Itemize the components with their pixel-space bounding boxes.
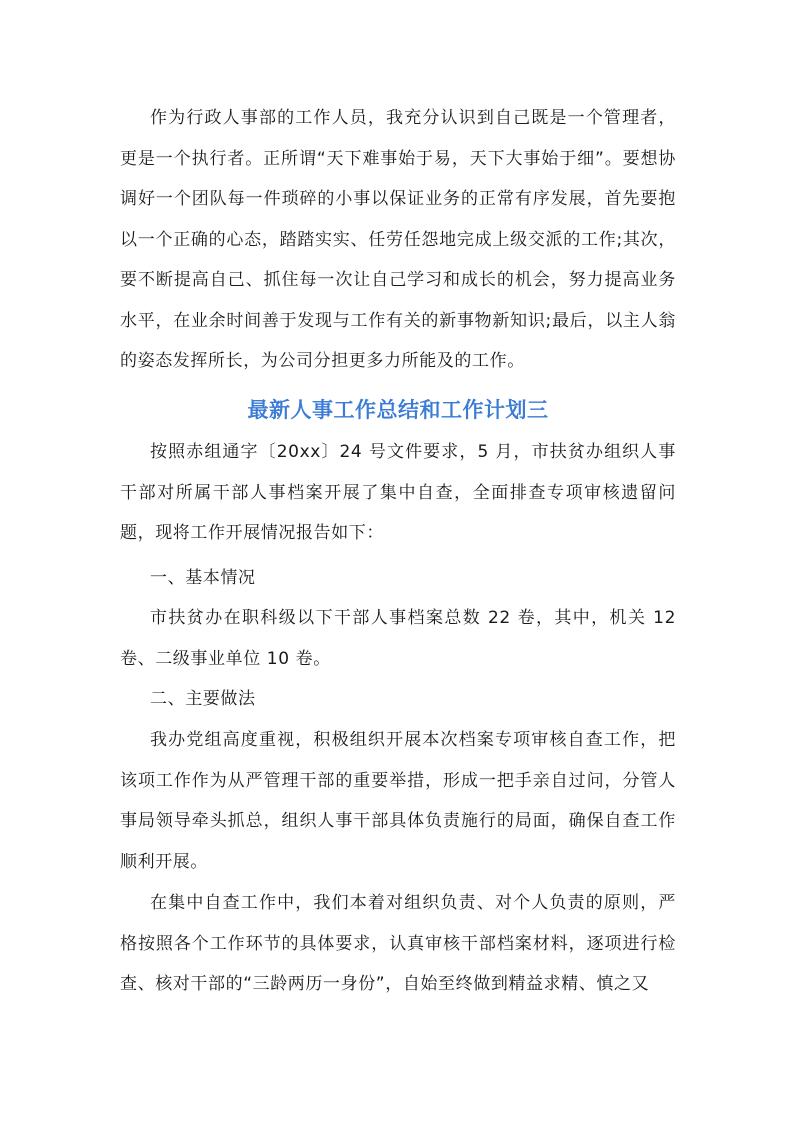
subsection-title-main-methods: 二、主要做法 [150, 689, 256, 709]
subsection-title-basic-info: 一、基本情况 [150, 568, 256, 588]
section-heading: 最新人事工作总结和工作计划三 [247, 398, 549, 422]
body-paragraph: 在集中自查工作中，我们本着对组织负责、对个人负责的原则，严格按照各个工作环节的具体要求，认真审核干部档案材料，逐项进行检查、核对干部的“三龄两历一身份”，自始至终做到精益求精、慎之又 [120, 893, 676, 994]
body-paragraph: 按照赤组通字〔20xx〕24 号文件要求，5 月，市扶贫办组织人事干部对所属干部人事档案开展了集中自查，全面排查专项审核遗留问题，现将工作开展情况报告如下： [120, 442, 676, 543]
body-paragraph: 我办党组高度重视，积极组织开展本次档案专项审核自查工作，把该项工作作为从严管理干部的重要举措，形成一把手亲自过问，分管人事局领导牵头抓总，组织人事干部具体负责施行的局面，确保自查工作顺利开展。 [120, 730, 676, 872]
body-paragraph: 市扶贫办在职科级以下干部人事档案总数 22 卷，其中，机关 12 卷、二级事业单位 10 卷。 [120, 608, 676, 669]
body-paragraph: 作为行政人事部的工作人员，我充分认识到自己既是一个管理者，更是一个执行者。正所谓“天下难事始于易，天下大事始于细”。要想协调好一个团队每一件琐碎的小事以保证业务的正常有序发展，首先要抱以一个正确的心态，踏踏实实、任劳任怨地完成上级交派的工作;其次，要不断提高自己、抓住每一次让自己学习和成长的机会，努力提高业务水平，在业余时间善于发现与工作有关的新事物新知识;最后，以主人翁的姿态发挥所长，为公司分担更多力所能及的工作。 [120, 108, 676, 371]
